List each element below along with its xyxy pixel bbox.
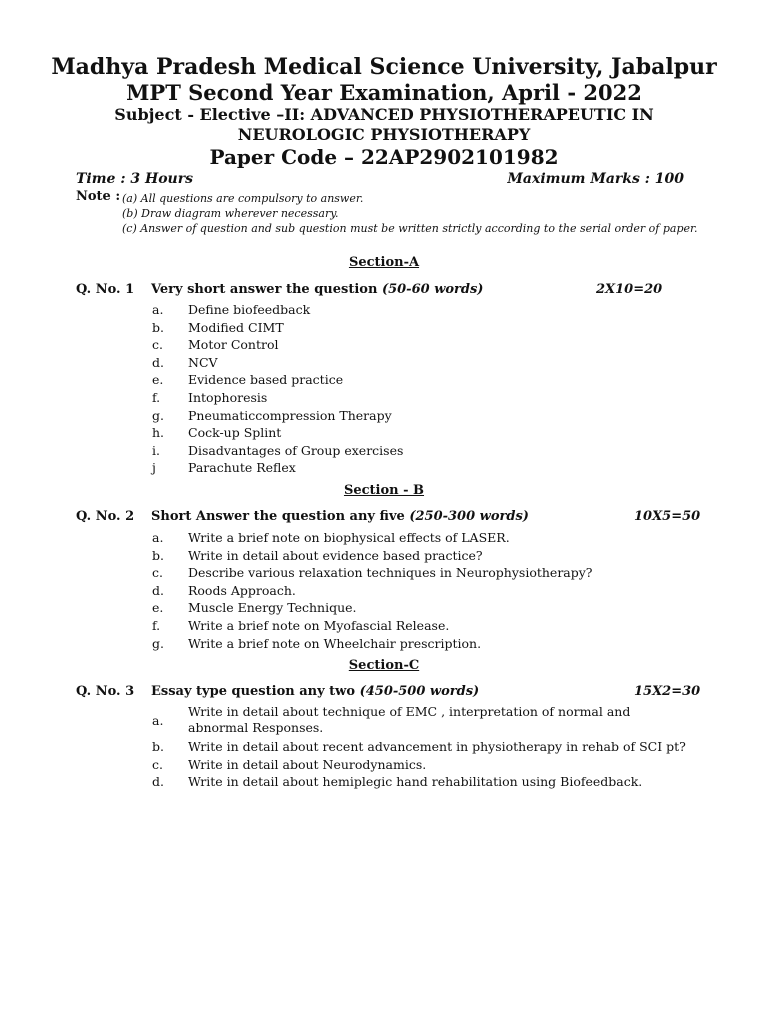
time-duration: Time : 3 Hours	[76, 171, 193, 187]
question-text	[151, 508, 529, 526]
list-item	[152, 582, 672, 600]
word-limit: (250-300 words)	[409, 509, 529, 524]
section-b-title: Section - B	[343, 483, 425, 498]
section-b-items	[152, 529, 672, 652]
question-marks: 10X5=50	[634, 509, 701, 524]
paper-header	[0, 54, 768, 169]
item-label: j	[152, 460, 156, 476]
item-text: Pneumaticcompression Therapy	[188, 407, 392, 423]
item-label: d.	[152, 582, 164, 598]
item-text: Define biofeedback	[188, 302, 311, 317]
list-item	[152, 617, 672, 635]
item-label: c.	[152, 565, 163, 581]
question-instruction: Essay type question any two	[151, 684, 356, 699]
exam-title: MPT Second Year Examination, April - 2022	[126, 80, 642, 105]
list-item	[152, 442, 672, 460]
item-text: Write in detail about technique of EMC , interpretation of normal and abnormal Responses.	[188, 704, 631, 735]
question-instruction: Short Answer the question any five	[151, 509, 405, 524]
note-list	[122, 191, 698, 236]
item-label: h.	[152, 425, 165, 441]
item-label: b.	[152, 739, 164, 754]
subject-line-2: NEUROLOGIC PHYSIOTHERAPY	[237, 125, 531, 144]
item-label: d.	[152, 774, 164, 790]
question-text	[151, 281, 483, 299]
list-item	[152, 424, 672, 442]
list-item	[152, 371, 672, 389]
question-1-row	[76, 281, 696, 299]
question-2-row	[76, 508, 701, 526]
list-item	[152, 756, 672, 774]
item-label: c.	[152, 337, 163, 353]
list-item	[152, 773, 672, 791]
item-label: b.	[152, 319, 164, 335]
question-number: Q. No. 2	[76, 509, 135, 524]
maximum-marks: Maximum Marks : 100	[507, 171, 684, 187]
list-item	[152, 547, 672, 565]
list-item	[152, 319, 672, 337]
item-text: Disadvantages of Group exercises	[188, 442, 404, 458]
word-limit: (50-60 words)	[381, 282, 484, 297]
item-text: Describe various relaxation techniques in Neurophysiotherapy?	[188, 565, 593, 581]
item-text: Write a brief note on biophysical effects of LASER.	[188, 530, 510, 545]
item-label: g.	[152, 407, 164, 423]
question-instruction: Very short answer the question	[151, 282, 378, 297]
list-item	[152, 564, 672, 582]
section-c-items	[152, 704, 686, 791]
item-text: Write a brief note on Myofascial Release.	[188, 617, 450, 633]
item-text: Parachute Reflex	[188, 460, 296, 476]
item-text: Write a brief note on Wheelchair prescription.	[188, 635, 482, 651]
question-number: Q. No. 3	[76, 684, 135, 699]
note-item: (b) Draw diagram wherever necessary.	[122, 207, 339, 220]
item-label: g.	[152, 635, 164, 651]
item-text: Motor Control	[188, 337, 279, 353]
list-item	[152, 407, 672, 425]
item-label: f.	[152, 389, 161, 405]
item-text: Write in detail about Neurodynamics.	[188, 756, 427, 772]
item-text: Evidence based practice	[188, 372, 344, 388]
list-item	[152, 599, 672, 617]
list-item	[152, 704, 672, 738]
item-text: Muscle Energy Technique.	[188, 600, 357, 616]
item-label: c.	[152, 756, 163, 772]
item-label: a.	[152, 302, 164, 317]
subject-line-1: Subject - Elective –II: ADVANCED PHYSIOTHERAPEUTIC IN	[114, 105, 654, 124]
question-text	[151, 683, 479, 701]
item-text: Modified CIMT	[188, 319, 284, 335]
item-text: Write in detail about evidence based practice?	[188, 547, 483, 563]
item-text: Cock-up Splint	[188, 425, 282, 441]
section-a-items	[152, 301, 672, 477]
list-item	[152, 635, 672, 653]
section-c-title: Section-C	[348, 658, 420, 673]
item-label: b.	[152, 547, 164, 563]
item-label: i.	[152, 442, 160, 458]
item-label: e.	[152, 372, 164, 388]
note-item: (a) All questions are compulsory to answer.	[122, 192, 364, 205]
item-text: Write in detail about recent advancement in physiotherapy in rehab of SCI pt?	[188, 739, 686, 754]
item-text: Roods Approach.	[188, 582, 296, 598]
note-item: (c) Answer of question and sub question must be written strictly according to the serial order of paper.	[122, 222, 698, 235]
item-text: NCV	[188, 354, 218, 370]
list-item	[152, 529, 672, 547]
item-label: f.	[152, 617, 161, 633]
list-item	[152, 389, 672, 407]
note-label: Note :	[76, 189, 121, 204]
item-label: e.	[152, 600, 164, 616]
item-label: a.	[152, 530, 164, 545]
list-item	[152, 738, 686, 756]
item-label: a.	[152, 713, 164, 728]
list-item	[152, 336, 672, 354]
question-marks: 2X10=20	[596, 282, 663, 297]
list-item	[152, 459, 672, 477]
section-a-title: Section-A	[348, 255, 420, 270]
item-label: d.	[152, 354, 164, 370]
word-limit: (450-500 words)	[359, 684, 480, 699]
list-item	[152, 301, 672, 319]
paper-code: Paper Code – 22AP2902101982	[209, 145, 559, 169]
list-item	[152, 354, 672, 372]
university-name: Madhya Pradesh Medical Science University, Jabalpur	[51, 54, 717, 80]
item-text: Write in detail about hemiplegic hand rehabilitation using Biofeedback.	[188, 774, 643, 790]
question-number: Q. No. 1	[76, 282, 135, 297]
question-marks: 15X2=30	[634, 684, 701, 699]
question-3-row	[76, 683, 701, 701]
item-text: Intophoresis	[188, 389, 268, 405]
